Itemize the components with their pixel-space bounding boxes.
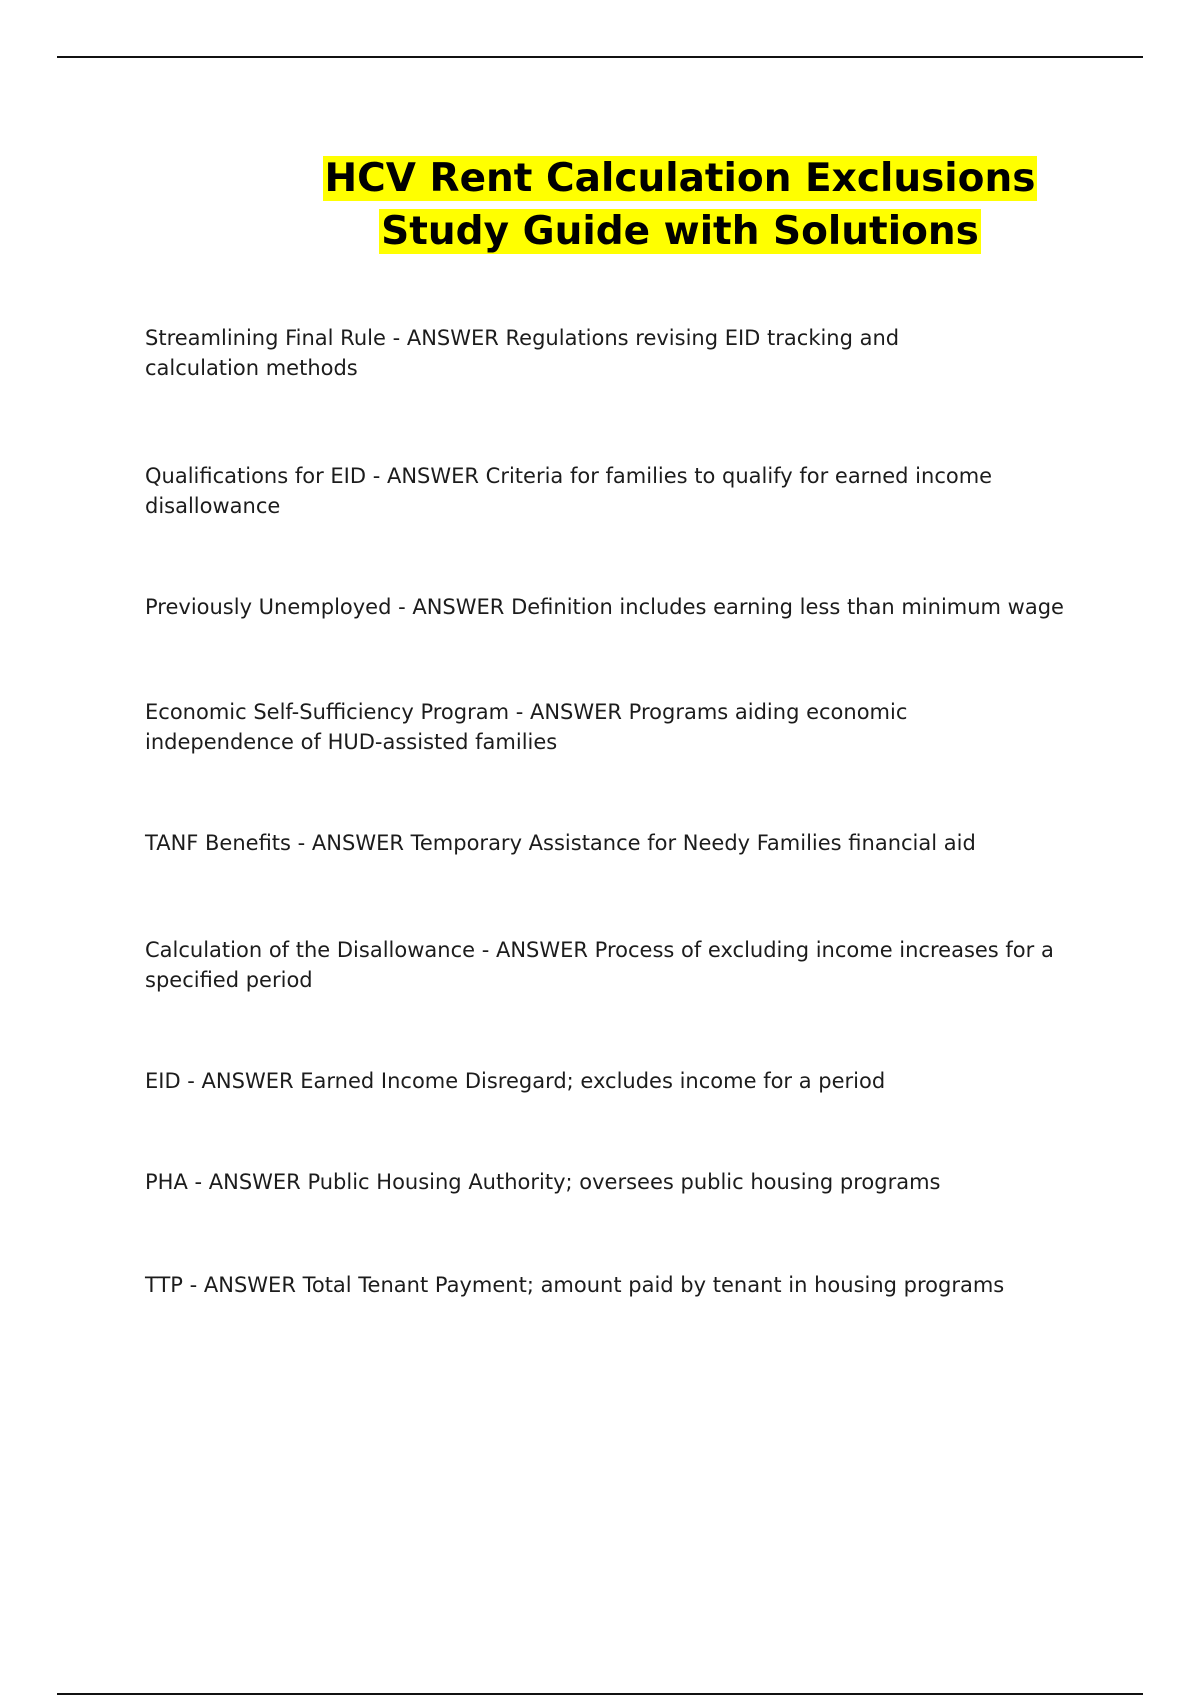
entry-streamlining-final-rule: Streamlining Final Rule - ANSWER Regulations revising EID tracking and calculation methods [145, 326, 900, 380]
entry-calculation-of-disallowance: Calculation of the Disallowance - ANSWER Process of excluding income increases for a specified period [145, 938, 1054, 992]
entry-eid: EID - ANSWER Earned Income Disregard; excludes income for a period [145, 1069, 886, 1093]
top-divider [57, 56, 1143, 58]
page-title [300, 152, 1060, 258]
entry-pha: PHA - ANSWER Public Housing Authority; oversees public housing programs [145, 1170, 941, 1194]
entry-economic-self-sufficiency: Economic Self-Sufficiency Program - ANSWER Programs aiding economic independence of HUD-assisted families [145, 700, 908, 754]
entry-qualifications-for-eid: Qualifications for EID - ANSWER Criteria for families to qualify for earned income disallowance [145, 464, 993, 518]
entry-ttp: TTP - ANSWER Total Tenant Payment; amount paid by tenant in housing programs [145, 1273, 1005, 1297]
entry-previously-unemployed: Previously Unemployed - ANSWER Definition includes earning less than minimum wage [145, 595, 1064, 619]
entry-tanf-benefits: TANF Benefits - ANSWER Temporary Assistance for Needy Families financial aid [145, 831, 976, 855]
bottom-divider [57, 1693, 1143, 1695]
title-highlight: HCV Rent Calculation Exclusions Study Guide with Solutions [324, 156, 1036, 254]
